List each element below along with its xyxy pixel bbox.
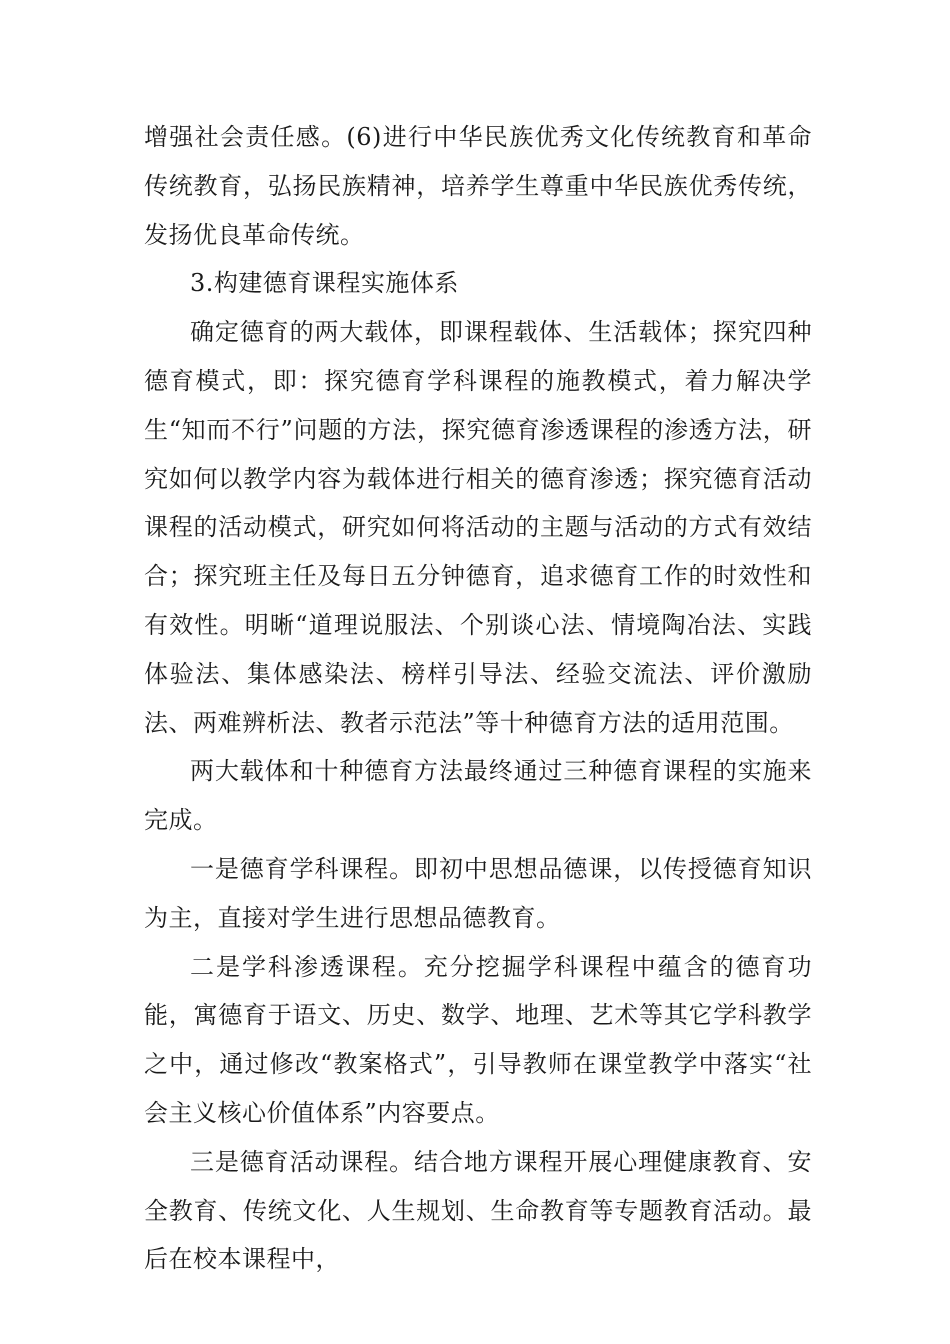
section-heading-curriculum-system: 3.构建德育课程实施体系 [190, 269, 459, 298]
paragraph-social-responsibility: 增强社会责任感。(6)进行中华民族优秀文化传统教育和革命传统教育，弘扬民族精神，培养学生尊重中华民族优秀传统，发扬优良革命传统。 [144, 123, 812, 249]
document-page [144, 113, 812, 1284]
paragraph-moral-activity-course: 三是德育活动课程。结合地方课程开展心理健康教育、安全教育、传统文化、人生规划、生命教育等专题教育活动。最后在校本课程中， [144, 1147, 812, 1274]
paragraph-two-carriers-four-modes: 确定德育的两大载体，即课程载体、生活载体；探究四种德育模式，即：探究德育学科课程的施教模式，着力解决学生“知而不行”问题的方法，探究德育渗透课程的渗透方法，研究如何以教学内容为载体进行相关的德育渗透；探究德育活动课程的活动模式，研究如何将活动的主题与活动的方式有效结合；探究班主任及每日五分钟德育，追求德育工作的时效性和有效性。明晰“道理说服法、个别谈心法、情境陶冶法、实践体验法、集体感染法、榜样引导法、经验交流法、评价激励法、两难辨析法、教者示范法”等十种德育方法的适用范围。 [144, 318, 812, 737]
paragraph-moral-subject-course: 一是德育学科课程。即初中思想品德课，以传授德育知识为主，直接对学生进行思想品德教育。 [144, 854, 812, 932]
paragraph-three-curricula-summary: 两大载体和十种德育方法最终通过三种德育课程的实施来完成。 [144, 757, 812, 835]
paragraph-subject-infiltration-course: 二是学科渗透课程。充分挖掘学科课程中蕴含的德育功能，寓德育于语文、历史、数学、地理、艺术等其它学科教学之中，通过修改“教案格式”，引导教师在课堂教学中落实“社会主义核心价值体系”内容要点。 [144, 952, 812, 1127]
